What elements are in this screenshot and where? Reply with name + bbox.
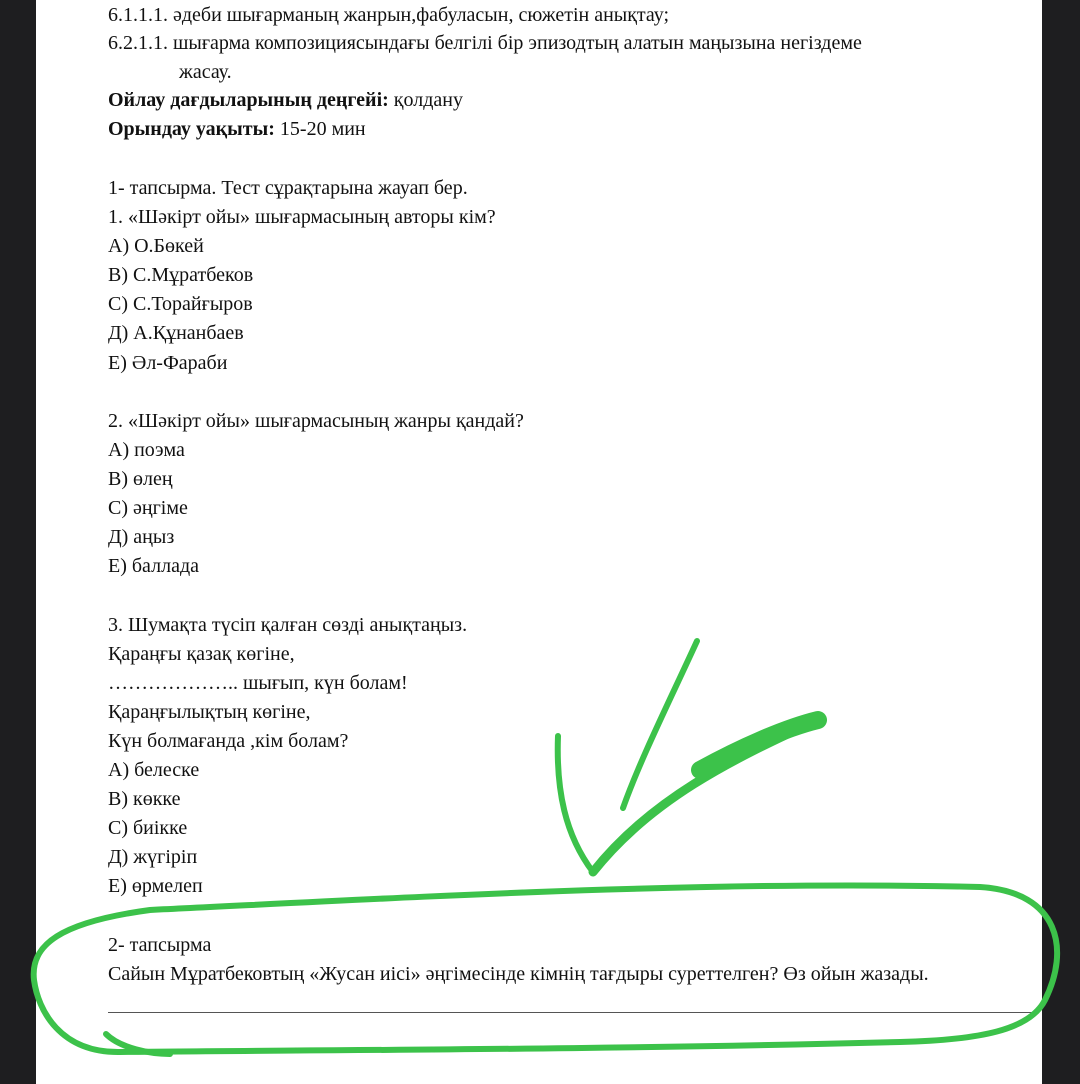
thinking-level: [108, 87, 463, 113]
q3-verse-4: Күн болмағанда ,кім болам?: [108, 730, 349, 752]
q1-option-a: А) О.Бөкей: [108, 235, 204, 257]
q3-verse-2: ……………….. шығып, күн болам!: [108, 672, 408, 694]
q1-option-b: В) С.Мұратбеков: [108, 264, 254, 286]
q3-verse-3: Қараңғылықтың көгіне,: [108, 701, 311, 723]
q2-option-e: Е) баллада: [108, 555, 199, 577]
q2-option-b: В) өлең: [108, 468, 173, 490]
left-background: [0, 0, 36, 1084]
thinking-level-value: қолдану: [388, 89, 463, 111]
q3-option-d: Д) жүгіріп: [108, 846, 198, 868]
q3-option-b: В) көкке: [108, 788, 181, 810]
objective-2-continued: жасау.: [179, 61, 232, 83]
objective-2: 6.2.1.1. шығарма композициясындағы белгілі бір эпизодтың алатын маңызына негіздеме: [108, 32, 862, 54]
q1-option-d: Д) А.Құнанбаев: [108, 322, 244, 344]
q1-option-e: Е) Әл-Фараби: [108, 352, 228, 374]
q2-option-c: С) әңгіме: [108, 497, 188, 519]
answer-line: [108, 1012, 1038, 1013]
document-page: [36, 0, 1042, 1084]
q3-option-e: Е) өрмелеп: [108, 875, 203, 897]
task2-question: Сайын Мұратбековтың «Жусан иісі» әңгімесінде кімнің тағдыры суреттелген? Өз ойын жазады.: [108, 963, 929, 985]
q1-question: 1. «Шәкірт ойы» шығармасының авторы кім?: [108, 206, 496, 228]
q3-option-a: А) белеске: [108, 759, 200, 781]
q3-question: 3. Шумақта түсіп қалған сөзді анықтаңыз.: [108, 614, 468, 636]
q1-option-c: С) С.Торайғыров: [108, 293, 253, 315]
duration-label: Орындау уақыты:: [108, 118, 275, 140]
q3-verse-1: Қараңғы қазақ көгіне,: [108, 643, 295, 665]
objective-1: 6.1.1.1. әдеби шығарманың жанрын,фабуласын, сюжетін анықтау;: [108, 4, 670, 26]
task2-title: 2- тапсырма: [108, 934, 212, 956]
duration-value: 15-20 мин: [274, 118, 366, 140]
thinking-level-label: Ойлау дағдыларының деңгейі:: [108, 89, 389, 111]
q3-option-c: С) биікке: [108, 817, 188, 839]
duration: [108, 116, 366, 142]
q2-option-a: А) поэма: [108, 439, 185, 461]
q2-question: 2. «Шәкірт ойы» шығармасының жанры қандай?: [108, 410, 524, 432]
q2-option-d: Д) аңыз: [108, 526, 175, 548]
task1-title: 1- тапсырма. Тест сұрақтарына жауап бер.: [108, 177, 468, 199]
right-background: [1042, 0, 1080, 1084]
